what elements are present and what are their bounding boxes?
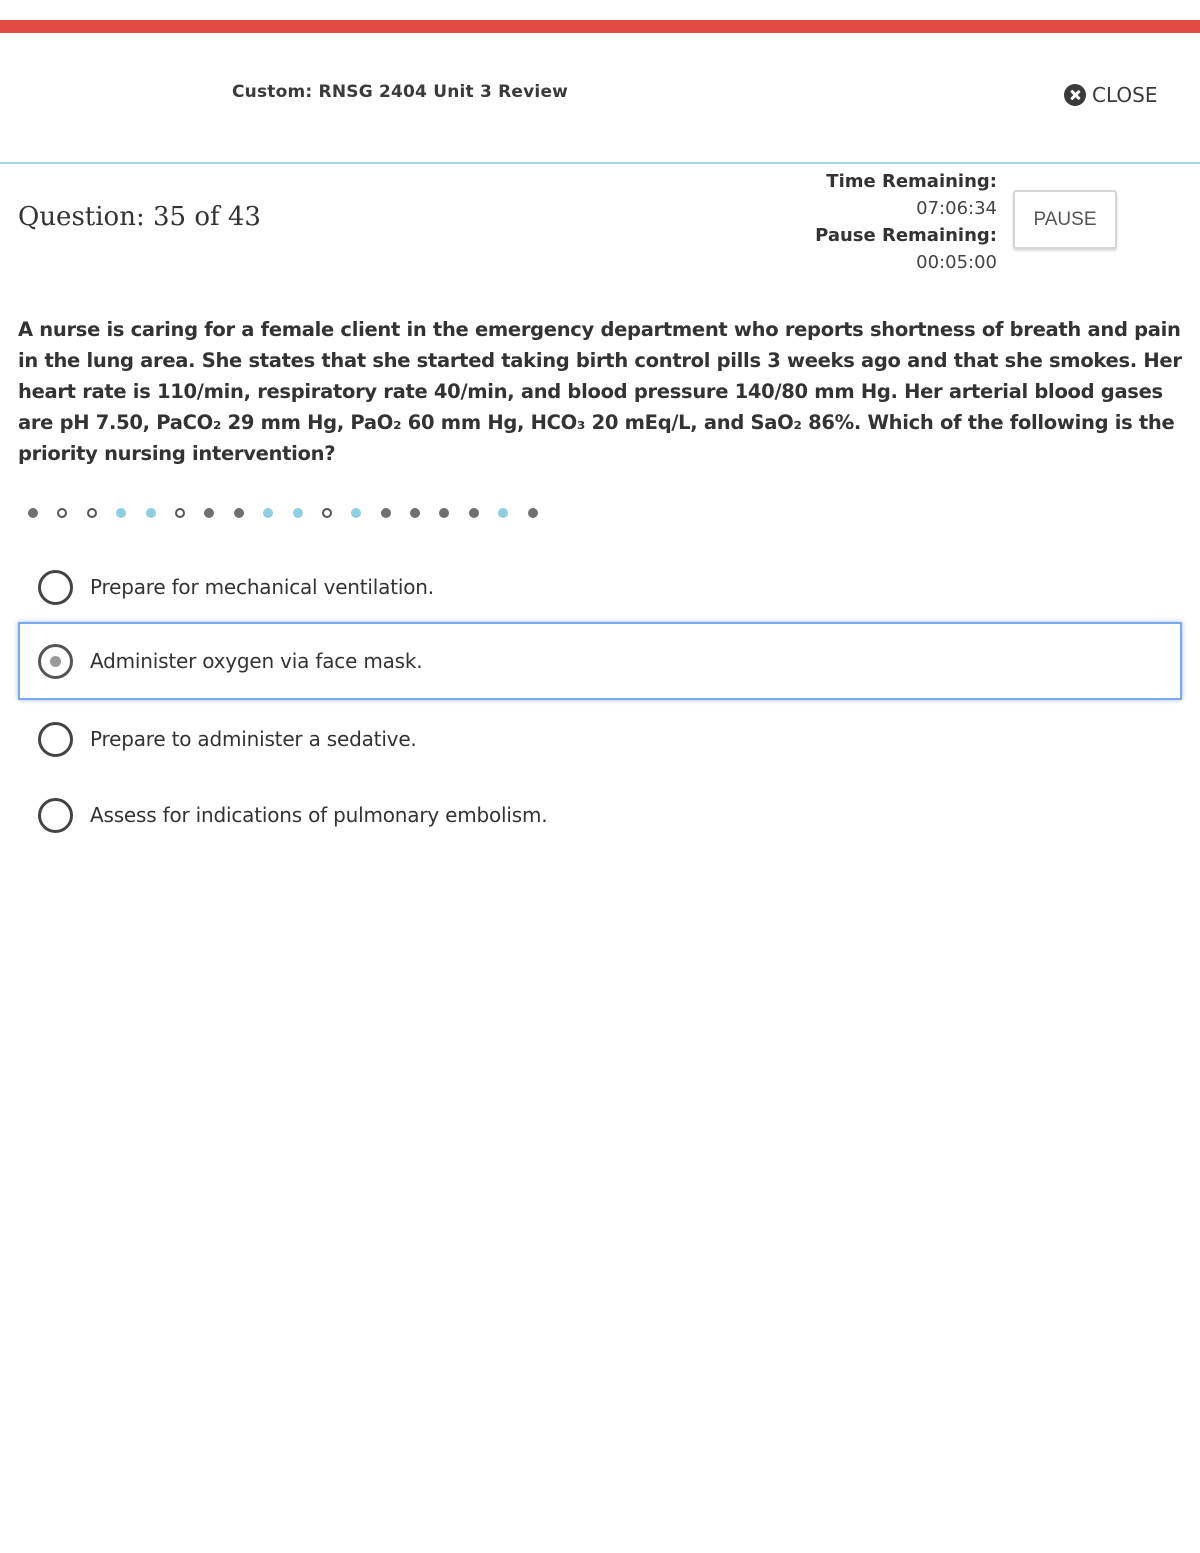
radio-button[interactable] bbox=[38, 798, 73, 833]
answer-option-1[interactable] bbox=[18, 548, 1182, 626]
pause-remaining-value: 00:05:00 bbox=[916, 252, 997, 273]
question-navigation-dots bbox=[28, 505, 557, 521]
answer-option-label: Prepare to administer a sedative. bbox=[90, 727, 417, 751]
exam-title: Custom: RNSG 2404 Unit 3 Review bbox=[232, 82, 569, 102]
close-label: CLOSE bbox=[1092, 83, 1158, 107]
question-nav-dot-15[interactable] bbox=[439, 508, 449, 518]
answer-option-label: Administer oxygen via face mask. bbox=[90, 649, 423, 673]
question-nav-dot-13[interactable] bbox=[381, 508, 391, 518]
question-nav-dot-1[interactable] bbox=[28, 508, 38, 518]
pause-button[interactable]: PAUSE bbox=[1013, 190, 1117, 249]
answer-option-2[interactable] bbox=[18, 622, 1182, 700]
radio-button[interactable] bbox=[38, 644, 73, 679]
close-icon bbox=[1064, 84, 1086, 106]
question-nav-dot-10[interactable] bbox=[293, 508, 303, 518]
question-nav-dot-6[interactable] bbox=[175, 508, 185, 518]
top-accent-bar bbox=[0, 20, 1200, 33]
question-counter: Question: 35 of 43 bbox=[18, 202, 261, 232]
time-remaining-label: Time Remaining: bbox=[826, 171, 997, 192]
question-nav-dot-2[interactable] bbox=[57, 508, 67, 518]
question-nav-dot-7[interactable] bbox=[204, 508, 214, 518]
radio-button[interactable] bbox=[38, 722, 73, 757]
radio-button[interactable] bbox=[38, 570, 73, 605]
answer-option-label: Assess for indications of pulmonary embolism. bbox=[90, 803, 548, 827]
question-nav-dot-16[interactable] bbox=[469, 508, 479, 518]
close-button[interactable] bbox=[1064, 83, 1157, 107]
pause-remaining-label: Pause Remaining: bbox=[815, 225, 997, 246]
question-nav-dot-4[interactable] bbox=[116, 508, 126, 518]
time-remaining-value: 07:06:34 bbox=[916, 198, 997, 219]
radio-dot bbox=[50, 656, 61, 667]
timer-panel bbox=[757, 168, 997, 276]
question-nav-dot-8[interactable] bbox=[234, 508, 244, 518]
answer-option-label: Prepare for mechanical ventilation. bbox=[90, 575, 434, 599]
answer-option-4[interactable] bbox=[18, 776, 1182, 854]
question-nav-dot-3[interactable] bbox=[87, 508, 97, 518]
question-nav-dot-18[interactable] bbox=[528, 508, 538, 518]
question-stem: A nurse is caring for a female client in the emergency department who reports shortness of breath and pain in the lung area. She states that she started taking birth control pills 3 weeks ago and that she smokes. Her heart rate is 110/min, respiratory rate 40/min, and blood pressure 140/80 mm Hg. Her arterial blood gases are pH 7.50, PaCO₂ 29 mm Hg, PaO₂ 60 mm Hg, HCO₃ 20 mEq/L, and SaO₂ 86%. Which of the following is the priority nursing intervention? bbox=[18, 318, 1182, 465]
question-nav-dot-11[interactable] bbox=[322, 508, 332, 518]
answer-option-3[interactable] bbox=[18, 700, 1182, 778]
question-nav-dot-17[interactable] bbox=[498, 508, 508, 518]
question-nav-dot-14[interactable] bbox=[410, 508, 420, 518]
question-nav-dot-12[interactable] bbox=[351, 508, 361, 518]
question-nav-dot-5[interactable] bbox=[146, 508, 156, 518]
header-divider bbox=[0, 162, 1200, 164]
question-nav-dot-9[interactable] bbox=[263, 508, 273, 518]
